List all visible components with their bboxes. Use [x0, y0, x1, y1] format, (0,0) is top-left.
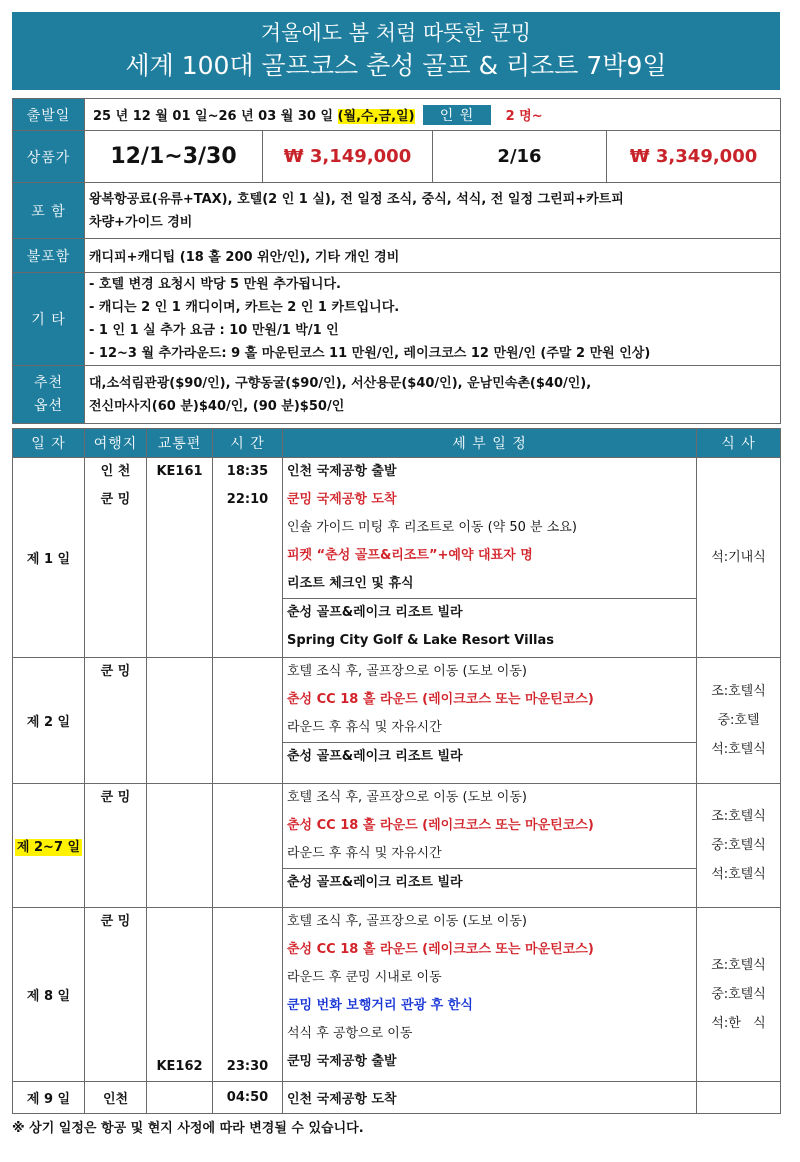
meal: 조:호텔식	[711, 958, 766, 973]
schedule-row-day2-7	[13, 784, 781, 908]
detail-line: 라운드 후 휴식 및 자유시간	[287, 846, 442, 861]
header-time: 시 간	[213, 429, 283, 458]
schedule-row-day8	[13, 908, 781, 1082]
transport-cell	[147, 658, 213, 784]
meal: 석:한 식	[711, 1016, 766, 1031]
transport-cell	[147, 458, 213, 658]
detail-cell	[283, 458, 697, 658]
place: 쿤 밍	[100, 664, 131, 679]
price-period-2: 2/16	[433, 131, 607, 183]
time-cell	[213, 908, 283, 1082]
day-label	[13, 784, 85, 908]
departure-label: 출발일	[13, 99, 85, 131]
detail-line: 석식 후 공항으로 이동	[287, 1026, 413, 1041]
time-cell	[213, 784, 283, 908]
transport-cell	[147, 1082, 213, 1114]
hotel-name: 춘성 골프&레이크 리조트 빌라	[283, 598, 696, 627]
detail-line: 피켓 “춘성 골프&리조트”+예약 대표자 명	[287, 548, 533, 563]
meal-cell	[697, 908, 781, 1082]
time: 04:50	[213, 1082, 283, 1114]
price-period-1: 12/1~3/30	[85, 131, 263, 183]
hotel-name: 춘성 골프&레이크 리조트 빌라	[283, 742, 696, 771]
meal: 조:호텔식	[711, 809, 766, 824]
detail-cell	[283, 658, 697, 784]
time-cell	[213, 458, 283, 658]
schedule-row-day1	[13, 458, 781, 658]
header-transport: 교통편	[147, 429, 213, 458]
place: 쿤 밍	[100, 492, 131, 507]
detail-line: 호텔 조식 후, 골프장으로 이동 (도보 이동)	[287, 914, 527, 929]
etc-line: - 1 인 1 실 추가 요금 : 10 만원/1 박/1 인	[89, 323, 339, 338]
schedule-table	[12, 428, 781, 1114]
detail-cell	[283, 908, 697, 1082]
detail-line: 라운드 후 휴식 및 자유시간	[287, 720, 442, 735]
header-day: 일 자	[13, 429, 85, 458]
departure-days: (월,수,금,일)	[337, 108, 415, 124]
option-line: 대,소석림관광($90/인), 구향동굴($90/인), 서산용문($40/인), 운남민속촌($40/인),	[89, 375, 592, 391]
schedule-row-day9	[13, 1082, 781, 1114]
detail-line: 인천 국제공항 도착	[283, 1082, 697, 1114]
day-label: 제 2 일	[13, 658, 85, 784]
etc-cell	[85, 273, 781, 366]
include-cell	[85, 183, 781, 239]
schedule-row-day2	[13, 658, 781, 784]
detail-line: 인천 국제공항 출발	[287, 464, 397, 479]
title-banner	[12, 12, 780, 90]
meal-cell	[697, 1082, 781, 1114]
day-label: 제 9 일	[13, 1082, 85, 1114]
option-cell	[85, 366, 781, 424]
people-value: 2 명~	[505, 108, 543, 124]
departure-cell	[85, 99, 781, 131]
meal-cell	[697, 458, 781, 658]
place-cell	[85, 658, 147, 784]
option-label-line: 옵션	[33, 397, 64, 414]
hotel-name-en: Spring City Golf & Lake Resort Villas	[287, 633, 554, 648]
place: 쿤 밍	[100, 914, 131, 929]
transport-cell	[147, 908, 213, 1082]
info-table	[12, 98, 781, 424]
option-line: 전신마사지(60 분)$40/인, (90 분)$50/인	[89, 398, 345, 414]
time: 23:30	[226, 1059, 269, 1074]
price-label: 상품가	[13, 131, 85, 183]
header-detail: 세 부 일 정	[283, 429, 697, 458]
detail-line: 춘성 CC 18 홀 라운드 (레이크코스 또는 마운틴코스)	[287, 692, 594, 707]
flight-number: KE162	[156, 1059, 203, 1074]
hotel-name: 춘성 골프&레이크 리조트 빌라	[283, 868, 696, 897]
meal: 중:호텔식	[711, 838, 766, 853]
etc-line: - 12~3 월 추가라운드: 9 홀 마운틴코스 11 만원/인, 레이크코스 12 만원/인 (주말 2 만원 인상)	[89, 346, 651, 361]
header-place: 여행지	[85, 429, 147, 458]
place-cell	[85, 784, 147, 908]
flight-number: KE161	[156, 464, 203, 479]
title-line-1: 겨울에도 봄 처럼 따뜻한 쿤밍	[260, 21, 532, 45]
detail-line: 쿤밍 번화 보행거리 관광 후 한식	[287, 998, 473, 1013]
footnote: ※ 상기 일정은 항공 및 현지 사정에 따라 변경될 수 있습니다.	[12, 1121, 364, 1136]
detail-line: 춘성 CC 18 홀 라운드 (레이크코스 또는 마운틴코스)	[287, 942, 594, 957]
price-value-1: ₩ 3,149,000	[263, 131, 433, 183]
meal-cell	[697, 784, 781, 908]
place: 인 천	[100, 464, 131, 479]
etc-line: - 캐디는 2 인 1 캐디이며, 카트는 2 인 1 카트입니다.	[89, 300, 400, 315]
exclude-value: 캐디피+캐디팁 (18 홀 200 위안/인), 기타 개인 경비	[85, 239, 781, 273]
meal: 석:호텔식	[711, 867, 766, 882]
detail-line: 리조트 체크인 및 휴식	[287, 576, 414, 591]
day-label: 제 1 일	[13, 458, 85, 658]
include-line: 왕복항공료(유류+TAX), 호텔(2 인 1 실), 전 일정 조식, 중식, 석식, 전 일정 그린피+카트피	[89, 191, 624, 207]
detail-line: 라운드 후 쿤밍 시내로 이동	[287, 970, 442, 985]
meal-cell	[697, 658, 781, 784]
place: 쿤 밍	[100, 790, 131, 805]
detail-cell	[283, 784, 697, 908]
detail-line: 호텔 조식 후, 골프장으로 이동 (도보 이동)	[287, 790, 527, 805]
departure-value: 25 년 12 월 01 일~26 년 03 월 30 일	[93, 108, 334, 124]
meal: 조:호텔식	[711, 684, 766, 699]
option-label	[13, 366, 85, 424]
detail-line: 호텔 조식 후, 골프장으로 이동 (도보 이동)	[287, 664, 527, 679]
price-value-2: ₩ 3,349,000	[607, 131, 781, 183]
meal: 중:호텔식	[711, 987, 766, 1002]
option-label-line: 추천	[33, 374, 64, 391]
title-line-2: 세계 100대 골프코스 춘성 골프 & 리조트 7박9일	[125, 51, 667, 80]
day-label: 제 8 일	[13, 908, 85, 1082]
day-label-text: 제 2~7 일	[16, 840, 81, 855]
place: 인천	[85, 1082, 147, 1114]
header-meal: 식 사	[697, 429, 781, 458]
etc-label: 기 타	[13, 273, 85, 366]
place-cell	[85, 458, 147, 658]
include-label: 포 함	[13, 183, 85, 239]
meal: 석:호텔식	[711, 742, 766, 757]
meal: 중:호텔	[717, 713, 760, 728]
time: 18:35	[226, 464, 269, 479]
etc-line: - 호텔 변경 요청시 박당 5 만원 추가됩니다.	[89, 277, 341, 292]
transport-cell	[147, 784, 213, 908]
detail-line: 인솔 가이드 미팅 후 리조트로 이동 (약 50 분 소요)	[287, 520, 577, 535]
place-cell	[85, 908, 147, 1082]
exclude-label: 불포함	[13, 239, 85, 273]
meal: 석:기내식	[711, 550, 766, 565]
detail-line: 쿤밍 국제공항 도착	[287, 492, 397, 507]
people-label: 인 원	[423, 105, 491, 125]
detail-line: 춘성 CC 18 홀 라운드 (레이크코스 또는 마운틴코스)	[287, 818, 594, 833]
time: 22:10	[226, 492, 269, 507]
include-line: 차량+가이드 경비	[89, 214, 193, 230]
time-cell	[213, 658, 283, 784]
detail-line: 쿤밍 국제공항 출발	[287, 1054, 397, 1069]
